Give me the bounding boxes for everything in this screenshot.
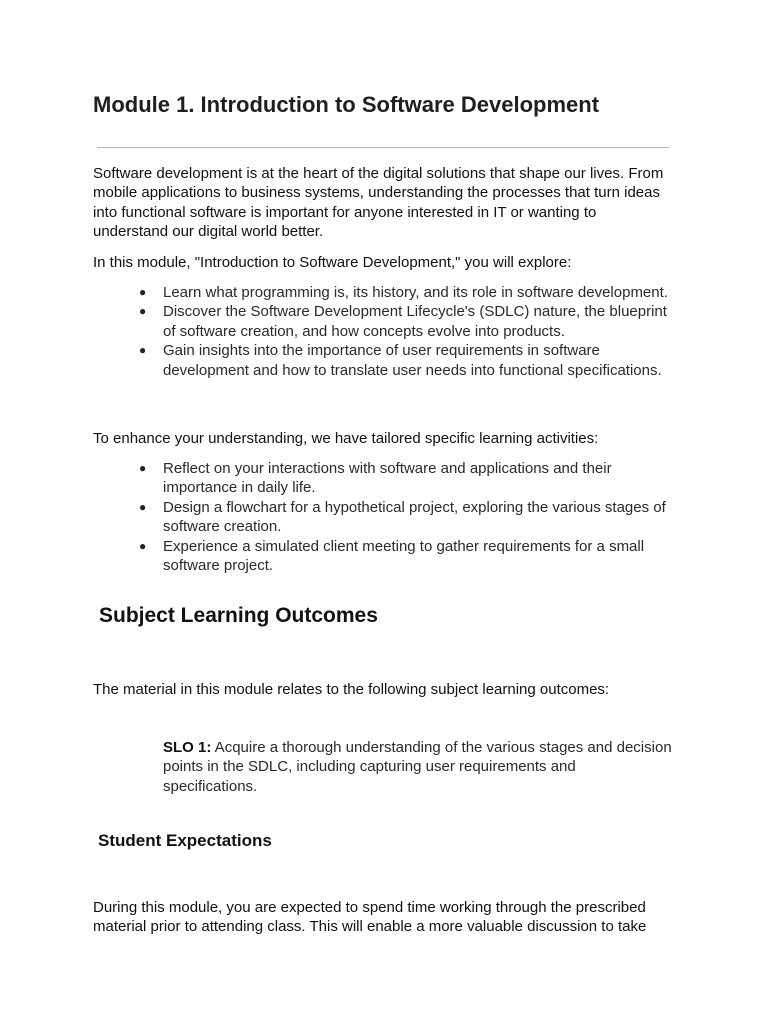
expectations-paragraph: During this module, you are expected to spend time working through the prescribed material prior to attending class. This will enable a more valuable discussion to take [93,899,647,936]
list-item-text: Design a flowchart for a hypothetical project, exploring the various stages of software creation. [163,498,666,536]
outcomes-heading: Subject Learning Outcomes [99,604,378,627]
list-item [139,537,673,576]
bullet-icon: ● [139,461,147,475]
bullet-icon: ● [139,285,147,299]
slo-text: Acquire a thorough understanding of the various stages and decision points in the SDLC, including capturing user requirements and specifications. [163,739,672,795]
list-item-text: Gain insights into the importance of user requirements in software development and how to translate user needs into functional specifications. [163,342,662,379]
module-title: Module 1. Introduction to Software Development [93,92,600,117]
activities-lead-paragraph: To enhance your understanding, we have tailored specific learning activities: [93,430,599,447]
list-item [139,302,673,341]
outcomes-intro-paragraph: The material in this module relates to the following subject learning outcomes: [93,681,610,698]
bullet-icon: ● [139,538,147,553]
list-item-text: Learn what programming is, its history, and its role in software development. [163,284,668,301]
explore-lead-paragraph: In this module, "Introduction to Software Development," you will explore: [93,254,572,271]
bullet-icon: ● [139,304,147,319]
slo-1-item [163,738,673,796]
list-item [139,283,673,302]
list-item-text: Experience a simulated client meeting to gather requirements for a small software project. [163,537,645,575]
activities-list [139,459,673,575]
list-item-text: Reflect on your interactions with software and applications and their importance in daily life. [163,460,612,497]
horizontal-divider [97,147,669,148]
bullet-icon: ● [139,499,147,514]
list-item [139,341,673,380]
bullet-icon: ● [139,343,147,358]
slo-label: SLO 1: [163,739,212,756]
list-item [139,498,673,537]
expectations-heading: Student Expectations [98,831,272,850]
intro-paragraph: Software development is at the heart of the digital solutions that shape our lives. From mobile applications to business systems, understanding the processes that turn ideas into functional software is important for anyone interested in IT or wanting to understand our digital world better. [93,165,664,241]
explore-list [139,283,673,380]
list-item-text: Discover the Software Development Lifecycle's (SDLC) nature, the blueprint of software creation, and how concepts evolve into products. [163,303,667,340]
list-item [139,459,673,498]
